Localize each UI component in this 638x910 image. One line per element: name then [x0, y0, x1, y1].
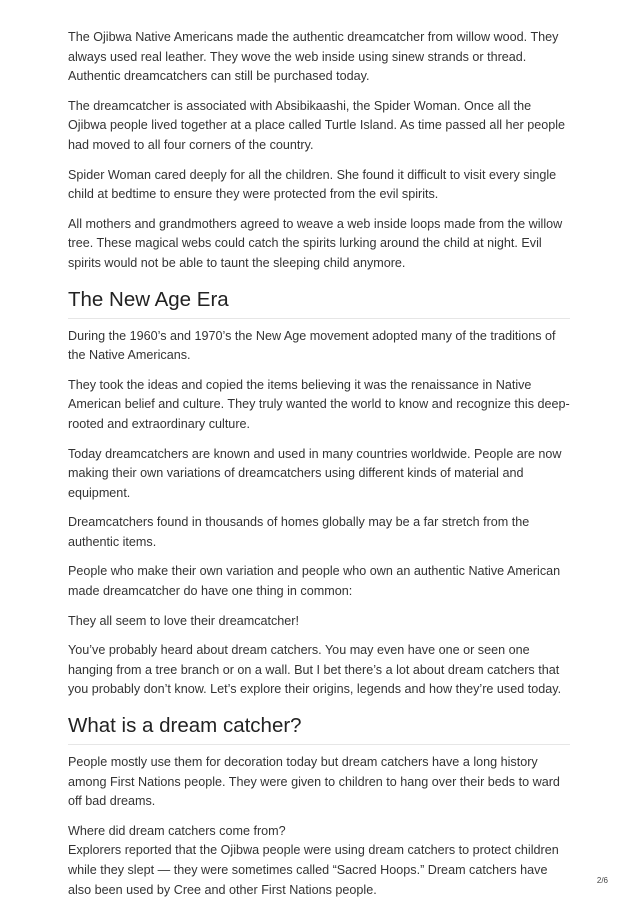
paragraph: They took the ideas and copied the items believing it was the renaissance in Native American belief and culture. They truly wanted the world to know and recognize this deep-rooted and extraordinary culture. [68, 377, 570, 431]
section-heading-what-is-dream-catcher: What is a dream catcher? [68, 714, 570, 745]
paragraph: Today dreamcatchers are known and used in many countries worldwide. People are now making their own variations of dreamcatchers using different kinds of material and equipment. [68, 446, 562, 500]
paragraph: People who make their own variation and people who own an authentic Native American made dreamcatcher do have one thing in common: [68, 564, 561, 599]
page-number: 2/6 [596, 876, 608, 885]
paragraph: They all seem to love their dreamcatcher! [68, 613, 299, 628]
paragraph: All mothers and grandmothers agreed to weave a web inside loops made from the willow tree. These magical webs could catch the spirits lurking around the child at night. Evil spirits would not be able to taunt the sleeping child anymore. [68, 216, 563, 270]
paragraph: During the 1960’s and 1970’s the New Age movement adopted many of the traditions of the Native Americans. [68, 328, 556, 363]
paragraph: You’ve probably heard about dream catchers. You may even have one or seen one hanging from a tree branch or on a wall. But I bet there’s a lot about dream catchers that you probably don’t know. Let’s explore their origins, legends and how they’re used today. [68, 643, 562, 697]
paragraph: Explorers reported that the Ojibwa people were using dream catchers to protect children while they slept — they were sometimes called “Sacred Hoops.” Dream catchers have also been used by Cree and other First Nations people. [68, 843, 559, 897]
document-body [68, 28, 570, 910]
paragraph: The Ojibwa Native Americans made the authentic dreamcatcher from willow wood. They always used real leather. They wove the web inside using sinew strands or thread. Authentic dreamcatchers can still be purchased today. [68, 30, 559, 84]
section-heading-new-age-era: The New Age Era [68, 288, 570, 319]
paragraph: The dreamcatcher is associated with Absibikaashi, the Spider Woman. Once all the Ojibwa people lived together at a place called Turtle Island. As time passed all her people had moved to all four corners of the country. [68, 98, 566, 152]
paragraph: Where did dream catchers come from? [68, 823, 286, 838]
paragraph: Spider Woman cared deeply for all the children. She found it difficult to visit every single child at bedtime to ensure they were protected from the evil spirits. [68, 167, 557, 202]
paragraph: Dreamcatchers found in thousands of homes globally may be a far stretch from the authentic items. [68, 515, 530, 549]
paragraph: People mostly use them for decoration today but dream catchers have a long history among First Nations people. They were given to children to hang over their beds to ward off bad dreams. [68, 755, 560, 809]
